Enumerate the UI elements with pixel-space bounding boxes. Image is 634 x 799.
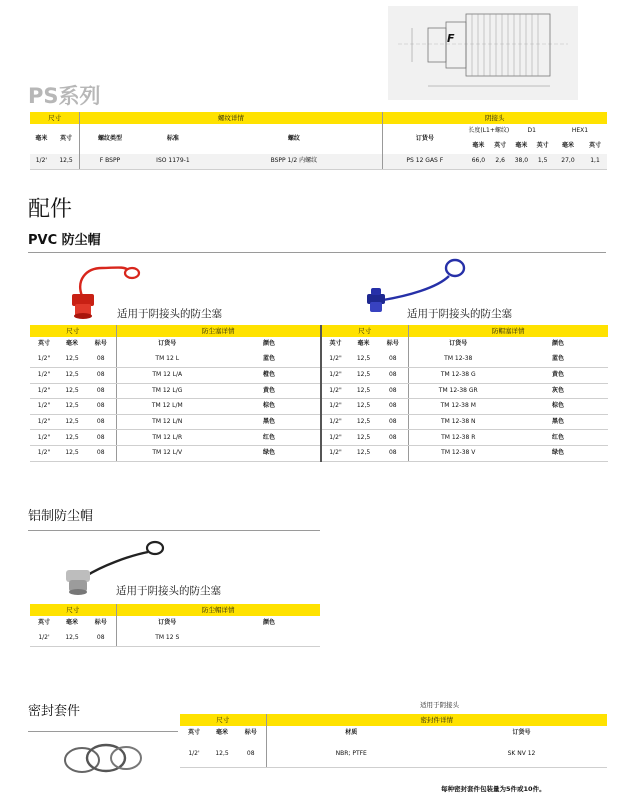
- col-in: 英寸: [37, 619, 50, 627]
- col-type: 螺纹类型: [80, 124, 140, 154]
- cell-color: 蓝色: [218, 352, 320, 368]
- cell-thread: BSPP 1/2 内螺纹: [206, 154, 382, 170]
- cell-in: 1/2": [30, 368, 58, 384]
- cell-code: 08: [378, 399, 408, 415]
- cell-code: 08: [86, 352, 116, 368]
- col-thread: 螺纹: [287, 134, 300, 142]
- cell-len-mm: 66,0: [467, 154, 490, 170]
- drawing-label: F: [447, 32, 455, 45]
- table-row: [321, 446, 608, 462]
- cell-mm: 12,5: [58, 430, 86, 446]
- cell-code: 08: [86, 383, 116, 399]
- table-row: [321, 399, 608, 415]
- cell-code: 08: [378, 446, 408, 462]
- table-row: [30, 414, 320, 430]
- cell-len-in: 2,6: [490, 154, 511, 170]
- col-mm: 毫米: [65, 340, 78, 348]
- cell-code: 08: [86, 430, 116, 446]
- pvc-title: PVC 防尘帽: [28, 233, 101, 248]
- col-color: 颜色: [262, 619, 275, 627]
- table-row: [30, 368, 320, 384]
- cell-order: TM 12 L/M: [116, 399, 218, 415]
- cell-mm: 12,5: [58, 399, 86, 415]
- cell-color: 绿色: [218, 446, 320, 462]
- cell-order: TM 12-38 M: [408, 399, 508, 415]
- group-size: 尺寸: [180, 714, 266, 726]
- cell-code: 08: [236, 741, 266, 767]
- cell-mm: 12,5: [53, 154, 80, 170]
- col-hex: HEX1: [571, 127, 589, 135]
- table-row: [30, 352, 320, 368]
- group-details: 防尘帽详情: [116, 604, 320, 616]
- cell-order: TM 12 L/G: [116, 383, 218, 399]
- col-order: 订货号: [512, 729, 531, 737]
- cell-mm: 12,5: [349, 446, 378, 462]
- table-row: [321, 430, 608, 446]
- group-size: 尺寸: [30, 604, 116, 616]
- col-code: 标号: [386, 340, 399, 348]
- cell-order: TM 12-38 G: [408, 368, 508, 384]
- cell-color: 黑色: [218, 414, 320, 430]
- cell-mm: 12,5: [349, 399, 378, 415]
- col-d1: D1: [527, 127, 536, 135]
- pvc-right-table: [320, 325, 608, 462]
- seal-table: [180, 714, 607, 768]
- col-color: 颜色: [552, 340, 565, 348]
- cell-order: TM 12 S: [116, 631, 218, 647]
- cell-in: 1/2": [321, 368, 349, 384]
- cell-std: ISO 1179-1: [140, 154, 206, 170]
- cell-mm: 12,5: [349, 383, 378, 399]
- cell-code: 08: [86, 631, 116, 647]
- col-len-mm: 毫米: [472, 142, 485, 150]
- col-std: 标准: [166, 134, 179, 142]
- cell-d1-in: 1,5: [532, 154, 553, 170]
- cell-in: 1/2": [321, 399, 349, 415]
- cell-code: 08: [86, 368, 116, 384]
- cell-color: 绿色: [508, 446, 608, 462]
- col-len: 长度(L1+螺纹): [468, 127, 510, 135]
- seal-note-bottom: 每种密封套件包装量为5件或10件。: [441, 785, 546, 793]
- cell-hex-mm: 27,0: [553, 154, 583, 170]
- divider: [28, 731, 178, 732]
- seal-rings-image: [60, 738, 146, 778]
- cell-code: 08: [378, 368, 408, 384]
- cell-in: 1/2": [321, 430, 349, 446]
- cell-color: 橙色: [218, 368, 320, 384]
- ps-series-table: [30, 112, 607, 170]
- cell-in: 1/2': [180, 741, 208, 767]
- cell-mm: 12,5: [58, 414, 86, 430]
- table-row: [30, 383, 320, 399]
- group-female: 阴接头: [382, 112, 607, 124]
- col-hex-in: 英寸: [588, 142, 601, 150]
- cell-code: 08: [378, 352, 408, 368]
- col-in: 英寸: [37, 340, 50, 348]
- table-row: [321, 352, 608, 368]
- col-in: 英寸: [187, 729, 200, 737]
- cell-order: TM 12 L/R: [116, 430, 218, 446]
- cell-color: 黄色: [218, 383, 320, 399]
- cell-order: TM 12 L/N: [116, 414, 218, 430]
- col-d1-mm: 毫米: [515, 142, 528, 150]
- cell-code: 08: [378, 383, 408, 399]
- alu-table: [30, 604, 320, 647]
- cell-color: 蓝色: [508, 352, 608, 368]
- group-thread: 螺纹详情: [80, 112, 382, 124]
- group-details: 防尘塞详情: [116, 325, 320, 337]
- col-mm: 毫米: [215, 729, 228, 737]
- table-row: [30, 446, 320, 462]
- table-row: [30, 154, 607, 170]
- cell-mm: 12,5: [349, 368, 378, 384]
- cell-in: 1/2": [30, 430, 58, 446]
- table-row: [30, 430, 320, 446]
- col-color: 颜色: [262, 340, 275, 348]
- accessories-title: 配件: [28, 197, 73, 222]
- table-row: [180, 741, 607, 767]
- col-len-in: 英寸: [494, 142, 507, 150]
- cell-mm: 12,5: [349, 352, 378, 368]
- cell-code: 08: [86, 399, 116, 415]
- cell-order: TM 12-38 GR: [408, 383, 508, 399]
- col-code: 标号: [94, 619, 107, 627]
- col-order: 订货号: [382, 124, 467, 154]
- cell-color: [218, 631, 320, 647]
- cell-mm: 12,5: [208, 741, 236, 767]
- group-details: 防帽塞详情: [408, 325, 608, 337]
- cell-code: 08: [86, 414, 116, 430]
- cell-color: 黄色: [508, 368, 608, 384]
- cell-order: TM 12-38 N: [408, 414, 508, 430]
- cell-in: 1/2": [30, 446, 58, 462]
- cell-mm: 12,5: [349, 430, 378, 446]
- cell-hex-in: 1,1: [583, 154, 607, 170]
- cell-order: TM 12 L/A: [116, 368, 218, 384]
- divider: [28, 252, 606, 253]
- cell-code: 08: [378, 414, 408, 430]
- cell-in: 1/2": [30, 383, 58, 399]
- cell-in: 1/2": [30, 399, 58, 415]
- table-row: [30, 631, 320, 647]
- col-mm: 毫米: [357, 340, 370, 348]
- cell-mm: 12,5: [58, 368, 86, 384]
- group-size: 尺寸: [321, 325, 408, 337]
- table-row: [321, 414, 608, 430]
- cell-color: 棕色: [508, 399, 608, 415]
- col-code: 标号: [94, 340, 107, 348]
- cell-in: 1/2': [30, 631, 58, 647]
- cell-color: 黑色: [508, 414, 608, 430]
- cell-color: 灰色: [508, 383, 608, 399]
- cell-d1-mm: 38,0: [511, 154, 533, 170]
- cell-order: TM 12-38 V: [408, 446, 508, 462]
- cell-mm: 12,5: [58, 446, 86, 462]
- divider: [28, 530, 320, 531]
- cell-order: SK NV 12: [436, 741, 607, 767]
- table-row: [321, 368, 608, 384]
- cell-order: TM 12-38: [408, 352, 508, 368]
- group-size: 尺寸: [30, 325, 116, 337]
- cell-in: 1/2": [321, 414, 349, 430]
- cell-mm: 12,5: [58, 383, 86, 399]
- col-material: 材质: [266, 726, 436, 741]
- table-row: [321, 383, 608, 399]
- alu-title: 铝制防尘帽: [28, 509, 94, 524]
- cell-color: 红色: [218, 430, 320, 446]
- group-size: 尺寸: [30, 112, 80, 124]
- cell-in: 1/2": [321, 383, 349, 399]
- cell-order: TM 12 L: [116, 352, 218, 368]
- cell-in: 1/2': [30, 154, 53, 170]
- col-order: 订货号: [116, 616, 218, 631]
- cell-order: TM 12 L/V: [116, 446, 218, 462]
- cell-in: 1/2": [321, 446, 349, 462]
- col-hex-mm: 毫米: [561, 142, 574, 150]
- cell-color: 棕色: [218, 399, 320, 415]
- cell-code: 08: [378, 430, 408, 446]
- col-in: 英寸: [321, 337, 349, 352]
- seal-title: 密封套件: [28, 704, 81, 719]
- cell-code: 08: [86, 446, 116, 462]
- seal-note-top: 适用于阴接头: [420, 701, 459, 709]
- pvc-right-caption: 适用于阴接头的防尘塞: [407, 308, 512, 320]
- cell-material: NBR; PTFE: [266, 741, 436, 767]
- cell-order: TM 12-38 R: [408, 430, 508, 446]
- cell-mm: 12,5: [58, 631, 86, 647]
- cell-mm: 12,5: [58, 352, 86, 368]
- table-row: [30, 399, 320, 415]
- cell-mm: 12,5: [349, 414, 378, 430]
- cell-in: 1/2": [321, 352, 349, 368]
- col-in: 英寸: [59, 134, 72, 142]
- col-code: 标号: [244, 729, 257, 737]
- col-mm: 毫米: [65, 619, 78, 627]
- col-order: 订货号: [408, 337, 508, 352]
- alu-caption: 适用于阴接头的防尘塞: [116, 585, 221, 597]
- pvc-left-caption: 适用于阴接头的防尘塞: [117, 308, 222, 320]
- cell-type: F BSPP: [80, 154, 140, 170]
- series-title: PS系列: [28, 84, 101, 108]
- cell-color: 红色: [508, 430, 608, 446]
- technical-drawing: [388, 6, 578, 100]
- cell-order: PS 12 GAS F: [382, 154, 467, 170]
- col-d1-in: 英寸: [536, 142, 549, 150]
- group-details: 密封件详情: [266, 714, 607, 726]
- cell-in: 1/2": [30, 352, 58, 368]
- cell-in: 1/2": [30, 414, 58, 430]
- col-mm: 毫米: [35, 134, 48, 142]
- pvc-left-table: [30, 325, 320, 462]
- col-order: 订货号: [116, 337, 218, 352]
